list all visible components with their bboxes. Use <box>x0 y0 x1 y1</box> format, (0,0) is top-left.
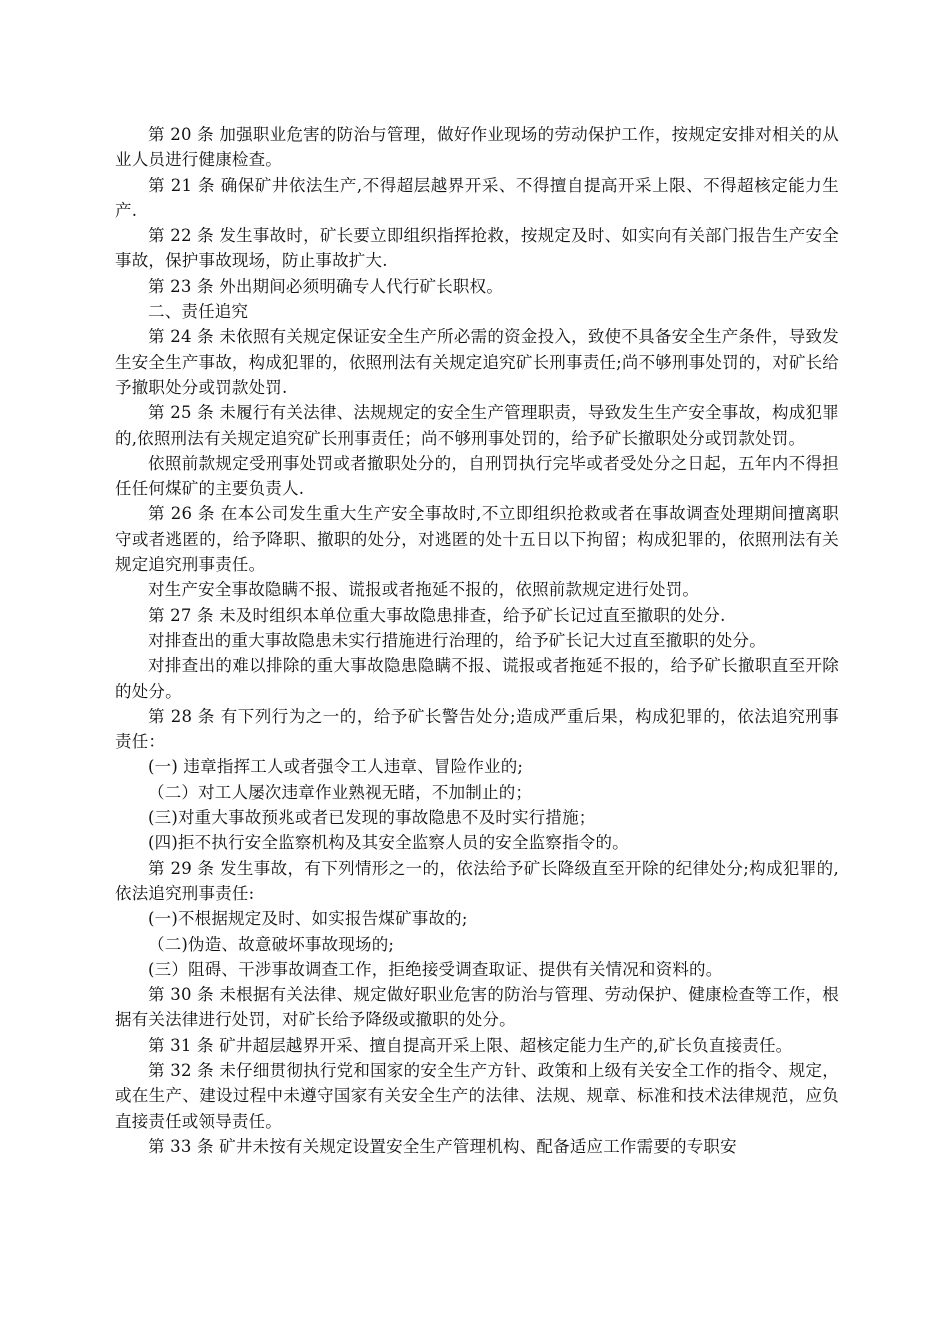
article-22: 第 22 条 发生事故时，矿长要立即组织指挥抢救，按规定及时、如实向有关部门报告生产安全事故，保护事故现场，防止事故扩大. <box>115 226 839 271</box>
article-33: 第 33 条 矿井未按有关规定设置安全生产管理机构、配备适应工作需要的专职安 <box>148 1136 737 1156</box>
article-28-item-1: (一) 违章指挥工人或者强令工人违章、冒险作业的; <box>148 757 524 777</box>
article-28-item-3: (三)对重大事故预兆或者已发现的事故隐患不及时实行措施； <box>148 808 596 828</box>
article-24: 第 24 条 未依照有关规定保证安全生产所必需的资金投入，致使不具备安全生产条件，导致发生安全生产事故，构成犯罪的，依照刑法有关规定追究矿长刑事责任;尚不够刑事处罚的，对矿长给予撤职处分或罚款处罚. <box>115 327 839 397</box>
section-heading-liability: 二、责任追究 <box>148 302 249 322</box>
article-21: 第 21 条 确保矿井依法生产,不得超层越界开采、不得擅自提高开采上限、不得超核定能力生产. <box>115 175 839 220</box>
article-30: 第 30 条 未根据有关法律、规定做好职业危害的防治与管理、劳动保护、健康检查等工作，根据有关法律进行处罚，对矿长给予降级或撤职的处分。 <box>115 985 839 1030</box>
article-28: 第 28 条 有下列行为之一的，给予矿长警告处分;造成严重后果，构成犯罪的，依法追究刑事责任： <box>115 706 839 752</box>
article-27-supplement-2: 对排查出的难以排除的重大事故隐患隐瞒不报、谎报或者拖延不报的，给予矿长撤职直至开除的处分。 <box>115 656 839 701</box>
article-20: 第 20 条 加强职业危害的防治与管理，做好作业现场的劳动保护工作，按规定安排对相关的从业人员进行健康检查。 <box>115 125 839 170</box>
article-26: 第 26 条 在本公司发生重大生产安全事故时,不立即组织抢救或者在事故调查处理期间擅离职守或者逃匿的，给予降职、撤职的处分，对逃匿的处十五日以下拘留；构成犯罪的，依照刑法有关规定追究刑事责任。 <box>115 504 839 575</box>
article-27: 第 27 条 未及时组织本单位重大事故隐患排查，给予矿长记过直至撤职的处分. <box>148 605 726 625</box>
article-29-item-1: (一)不根据规定及时、如实报告煤矿事故的; <box>148 909 468 929</box>
article-28-item-4: (四)拒不执行安全监察机构及其安全监察人员的安全监察指令的。 <box>148 833 629 853</box>
article-31: 第 31 条 矿井超层越界开采、擅自提高开采上限、超核定能力生产的,矿长负直接责任。 <box>148 1035 793 1055</box>
article-32: 第 32 条 未仔细贯彻执行党和国家的安全生产方针、政策和上级有关安全工作的指令、规定，或在生产、建设过程中未遵守国家有关安全生产的法律、法规、规章、标准和技术法律规范，应负直接责任或领导责任。 <box>115 1060 839 1131</box>
article-27-supplement-1: 对排查出的重大事故隐患未实行措施进行治理的，给予矿长记大过直至撤职的处分。 <box>148 630 766 650</box>
article-23: 第 23 条 外出期间必须明确专人代行矿长职权。 <box>148 276 504 296</box>
article-29: 第 29 条 发生事故，有下列情形之一的，依法给予矿长降级直至开除的纪律处分;构成犯罪的,依法追究刑事责任: <box>115 858 839 903</box>
document-body <box>115 122 839 1159</box>
article-25-supplement: 依照前款规定受刑事处罚或者撤职处分的，自刑罚执行完毕或者受处分之日起，五年内不得担任任何煤矿的主要负责人. <box>115 453 839 499</box>
article-29-item-3: (三）阻碍、干涉事故调查工作，拒绝接受调查取证、提供有关情况和资料的。 <box>148 959 723 979</box>
article-29-item-2: （二)伪造、故意破坏事故现场的; <box>148 934 395 954</box>
article-25: 第 25 条 未履行有关法律、法规规定的安全生产管理职责，导致发生生产安全事故，构成犯罪的,依照刑法有关规定追究矿长刑事责任；尚不够刑事处罚的，给予矿长撤职处分或罚款处罚。 <box>115 403 839 448</box>
article-26-supplement: 对生产安全事故隐瞒不报、谎报或者拖延不报的，依照前款规定进行处罚。 <box>148 580 700 600</box>
article-28-item-2: （二）对工人屡次违章作业熟视无睹，不加制止的； <box>148 782 533 802</box>
